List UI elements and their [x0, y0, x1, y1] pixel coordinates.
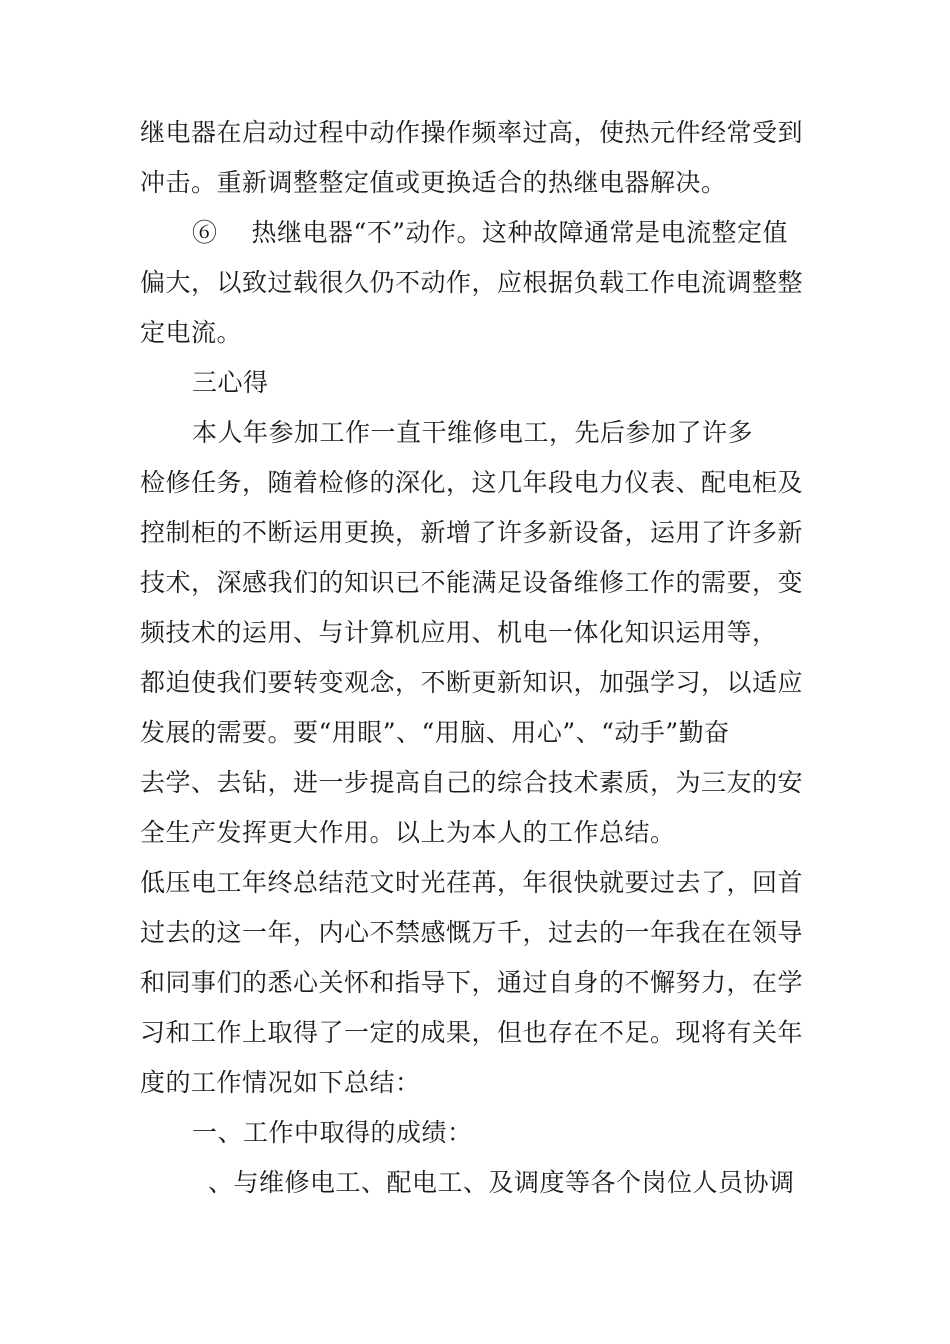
text-line: 偏大，以致过载很久仍不动作，应根据负载工作电流调整整 [140, 268, 804, 297]
text-line: 全生产发挥更大作用。以上为本人的工作总结。 [140, 818, 676, 847]
text-line: ⑥ 热继电器“不”动作。这种故障通常是电流整定值 [192, 218, 789, 247]
text-line: 冲击。重新调整整定值或更换适合的热继电器解决。 [140, 168, 727, 197]
text-line: 定电流。 [140, 318, 243, 347]
text-line: 继电器在启动过程中动作操作频率过高，使热元件经常受到 [140, 118, 804, 147]
section-heading: 一、工作中取得的成绩： [192, 1118, 473, 1147]
text-line: 和同事们的悉心关怀和指导下，通过自身的不懈努力，在学 [140, 968, 804, 997]
text-line: 本人年参加工作一直干维修电工，先后参加了许多 [192, 418, 754, 447]
text-line: 习和工作上取得了一定的成果，但也存在不足。现将有关年 [140, 1018, 804, 1047]
text-line: 检修任务，随着检修的深化，这几年段电力仪表、配电柜及 [140, 468, 804, 497]
text-line: 低压电工年终总结范文时光荏苒，年很快就要过去了，回首 [140, 868, 804, 897]
text-line: 度的工作情况如下总结： [140, 1068, 421, 1097]
section-heading: 三心得 [192, 368, 269, 397]
text-line: 、与维修电工、配电工、及调度等各个岗位人员协调 [208, 1168, 795, 1197]
text-line: 频技术的运用、与计算机应用、机电一体化知识运用等， [140, 618, 778, 647]
text-line: 发展的需要。要“用眼”、“用脑、用心”、“动手”勤奋 [140, 718, 730, 747]
text-line: 去学、去钻，进一步提高自己的综合技术素质，为三友的安 [140, 768, 804, 797]
text-line: 都迫使我们要转变观念，不断更新知识，加强学习，以适应 [140, 668, 804, 697]
text-line: 过去的这一年，内心不禁感慨万千，过去的一年我在在领导 [140, 918, 804, 947]
text-line: 控制柜的不断运用更换，新增了许多新设备，运用了许多新 [140, 518, 804, 547]
text-line: 技术，深感我们的知识已不能满足设备维修工作的需要，变 [140, 568, 804, 597]
